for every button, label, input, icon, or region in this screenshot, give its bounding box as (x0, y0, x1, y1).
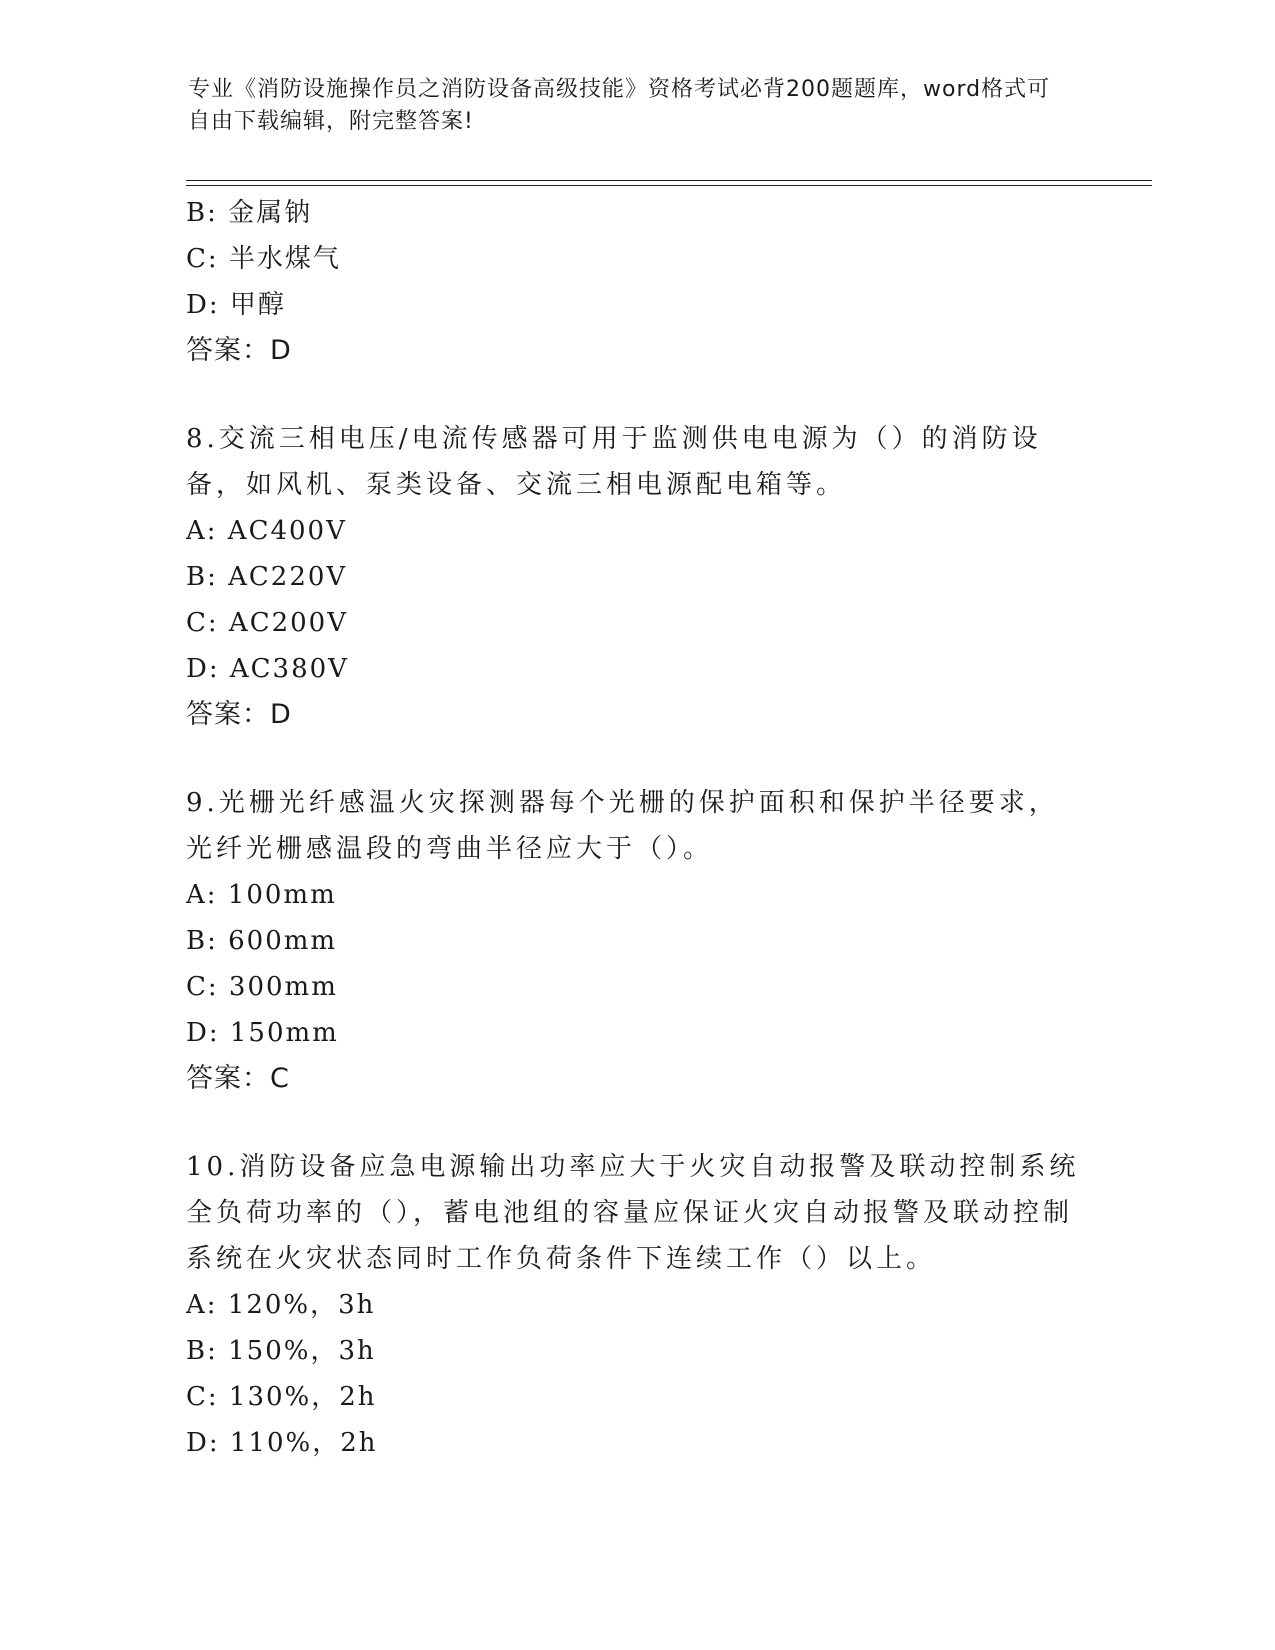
option-c: C: 130%，2h (186, 1382, 377, 1412)
option-a: A: 100mm (186, 880, 337, 910)
document-header: 专业《消防设施操作员之消防设备高级技能》资格考试必背200题题库，word格式可自由下载编辑，附完整答案! (188, 77, 1051, 134)
option-c: C: 半水煤气 (186, 244, 341, 274)
option-a: A: AC400V (186, 516, 347, 546)
option-d: D: 甲醇 (186, 290, 286, 320)
question-block-9 (186, 780, 1086, 1102)
option-c: C: 300mm (186, 972, 338, 1002)
question-text: 9.光栅光纤感温火灾探测器每个光栅的保护面积和保护半径要求，光纤光栅感温段的弯曲半径应大于（）。 (186, 788, 1059, 864)
question-text: 8.交流三相电压/电流传感器可用于监测供电电源为（）的消防设备，如风机、泵类设备、交流三相电源配电箱等。 (186, 424, 1042, 500)
option-a: A: 120%，3h (186, 1290, 376, 1320)
option-d: D: 110%，2h (186, 1428, 378, 1458)
answer-line: 答案：D (186, 699, 292, 730)
question-text: 10.消防设备应急电源输出功率应大于火灾自动报警及联动控制系统全负荷功率的（），蓄电池组的容量应保证火灾自动报警及联动控制系统在火灾状态同时工作负荷条件下连续工作（）以上。 (186, 1152, 1080, 1274)
question-list (186, 190, 1086, 1466)
option-c: C: AC200V (186, 608, 348, 638)
option-b: B: 金属钠 (186, 198, 313, 228)
header-divider-top (186, 180, 1152, 181)
question-block-10 (186, 1144, 1086, 1466)
option-b: B: 600mm (186, 926, 338, 956)
option-b: B: AC220V (186, 562, 348, 592)
question-block-8 (186, 416, 1086, 738)
answer-line: 答案：D (186, 335, 292, 366)
option-b: B: 150%，3h (186, 1336, 376, 1366)
header-divider-bottom (186, 185, 1152, 186)
option-d: D: 150mm (186, 1018, 339, 1048)
option-d: D: AC380V (186, 654, 349, 684)
answer-line: 答案：C (186, 1063, 290, 1094)
question-block-7 (186, 190, 1086, 374)
